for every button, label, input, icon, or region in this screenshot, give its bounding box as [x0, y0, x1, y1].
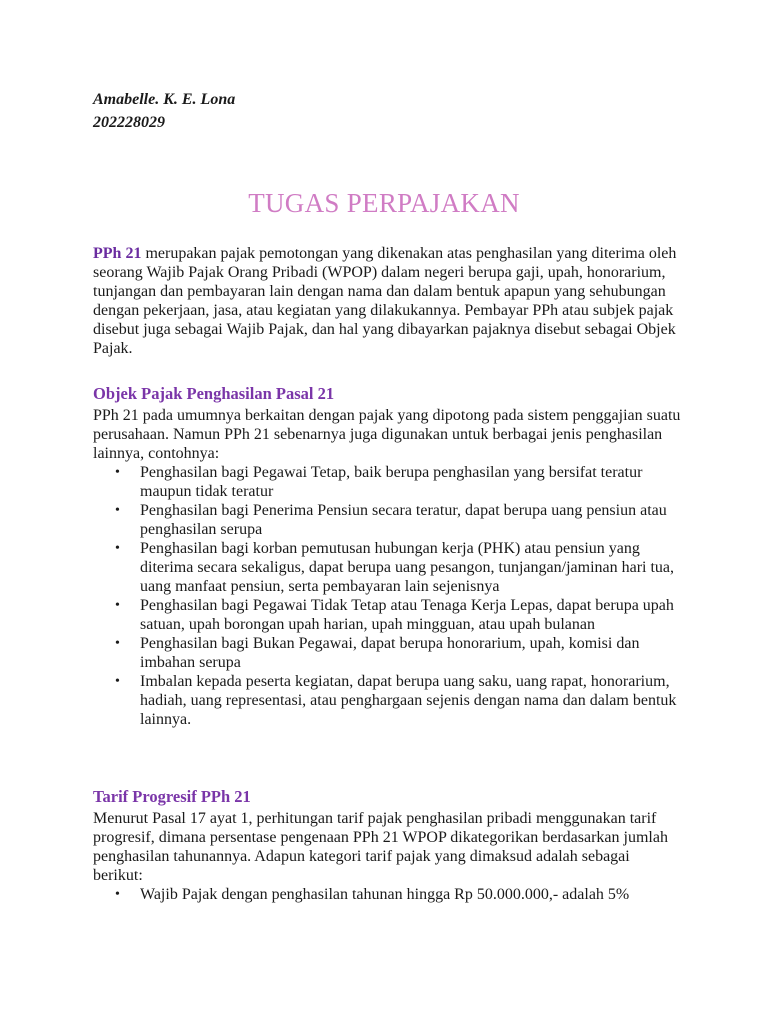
- list-item: [93, 463, 683, 501]
- bullet-icon: •: [115, 503, 120, 518]
- section-tarif-progresif: [93, 809, 683, 904]
- bullet-icon: •: [115, 674, 120, 689]
- section-paragraph: PPh 21 pada umumnya berkaitan dengan pajak yang dipotong pada sistem penggajian suatu perusahaan. Namun PPh 21 sebenarnya juga digunakan untuk berbagai jenis penghasilan lainnya, contohnya:: [93, 407, 681, 462]
- document-title: TUGAS PERPAJAKAN: [248, 188, 520, 218]
- section-paragraph: Menurut Pasal 17 ayat 1, perhitungan tarif pajak penghasilan pribadi menggunakan tarif progresif, dimana persentase pengenaan PPh 21 WPOP dikategorikan berdasarkan jumlah penghasilan tahunannya. Adapun kategori tarif pajak yang dimaksud adalah sebagai berikut:: [93, 810, 668, 884]
- list-item: [93, 596, 683, 634]
- list-item-text: Penghasilan bagi Penerima Pensiun secara teratur, dapat berupa uang pensiun atau penghasilan serupa: [140, 502, 667, 538]
- list-item-text: Wajib Pajak dengan penghasilan tahunan hingga Rp 50.000.000,- adalah 5%: [140, 886, 630, 903]
- student-id: 202228029: [93, 114, 165, 131]
- bullet-icon: •: [115, 636, 120, 651]
- section-heading-objek-pajak: Objek Pajak Penghasilan Pasal 21: [93, 384, 335, 403]
- bullet-icon: •: [115, 541, 120, 556]
- list-item: [93, 539, 683, 596]
- list-item: [93, 634, 683, 672]
- list-item: [93, 501, 683, 539]
- bullet-list: [93, 885, 683, 904]
- bullet-icon: •: [115, 887, 120, 902]
- intro-term: PPh 21: [93, 245, 142, 262]
- list-item: [93, 672, 683, 729]
- bullet-icon: •: [115, 465, 120, 480]
- intro-text: merupakan pajak pemotongan yang dikenakan atas penghasilan yang diterima oleh seorang Wajib Pajak Orang Pribadi (WPOP) dalam negeri berupa gaji, upah, honorarium, tunjangan dan pembayaran lain dengan nama dan dalam bentuk apapun yang sehubungan dengan pekerjaan, jasa, atau kegiatan yang dilakukannya. Pembayar PPh atau subjek pajak disebut juga sebagai Wajib Pajak, dan hal yang dibayarkan pajaknya disebut sebagai Objek Pajak.: [93, 245, 677, 357]
- author-name: Amabelle. K. E. Lona: [93, 91, 236, 108]
- list-item-text: Penghasilan bagi Pegawai Tetap, baik berupa penghasilan yang bersifat teratur maupun tidak teratur: [140, 464, 643, 500]
- intro-paragraph: [93, 244, 683, 358]
- bullet-list: [93, 463, 683, 729]
- author-block: [93, 88, 235, 134]
- list-item: [93, 885, 683, 904]
- section-heading-tarif-progresif: Tarif Progresif PPh 21: [93, 787, 251, 806]
- list-item-text: Penghasilan bagi korban pemutusan hubungan kerja (PHK) atau pensiun yang diterima secara sekaligus, dapat berupa uang pesangon, tunjangan/jaminan hari tua, uang manfaat pensiun, serta pembayaran lain sejenisnya: [140, 540, 675, 595]
- bullet-icon: •: [115, 598, 120, 613]
- list-item-text: Penghasilan bagi Bukan Pegawai, dapat berupa honorarium, upah, komisi dan imbahan serupa: [140, 635, 640, 671]
- list-item-text: Imbalan kepada peserta kegiatan, dapat berupa uang saku, uang rapat, honorarium, hadiah, uang representasi, atau penghargaan sejenis dengan nama dan dalam bentuk lainnya.: [140, 673, 677, 728]
- list-item-text: Penghasilan bagi Pegawai Tidak Tetap atau Tenaga Kerja Lepas, dapat berupa upah satuan, upah borongan upah harian, upah mingguan, atau upah bulanan: [140, 597, 674, 633]
- section-objek-pajak: [93, 406, 683, 729]
